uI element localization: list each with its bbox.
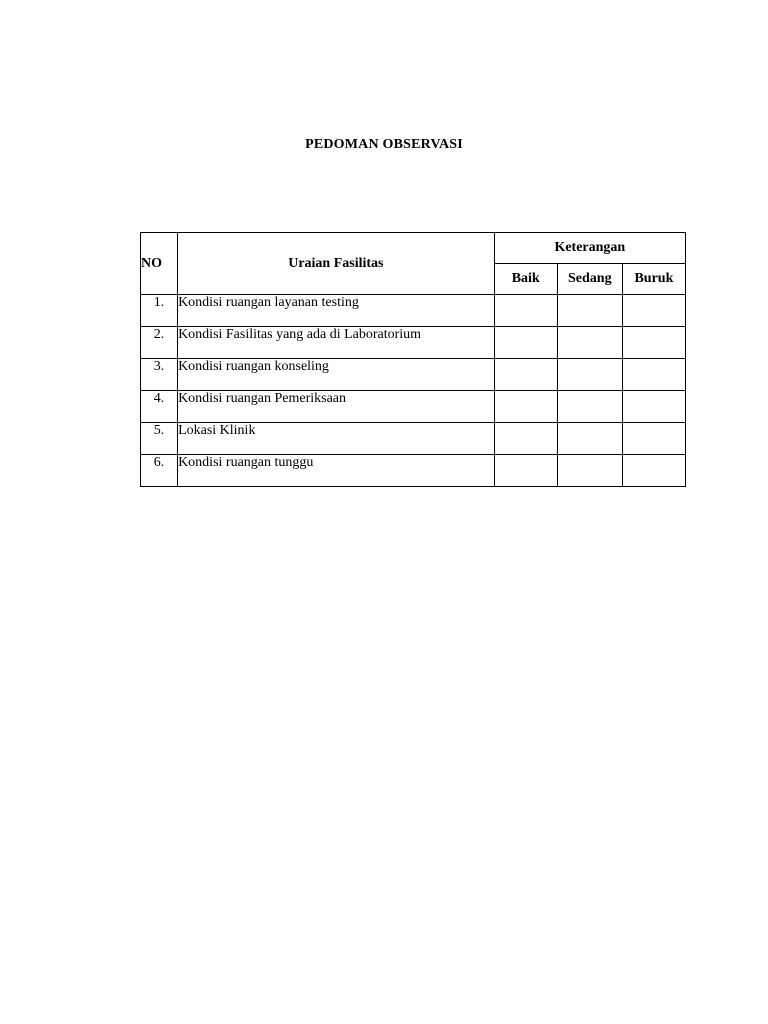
row-number: 3. xyxy=(141,359,178,391)
column-header-good: Baik xyxy=(494,264,557,295)
column-header-description: Uraian Fasilitas xyxy=(178,233,495,295)
cell-bad[interactable] xyxy=(622,391,685,423)
column-header-bad: Buruk xyxy=(622,264,685,295)
row-number: 5. xyxy=(141,423,178,455)
row-description: Kondisi Fasilitas yang ada di Laboratorium xyxy=(178,327,495,359)
table-row xyxy=(141,455,686,487)
cell-good[interactable] xyxy=(494,423,557,455)
table-row xyxy=(141,327,686,359)
cell-good[interactable] xyxy=(494,295,557,327)
row-description: Kondisi ruangan konseling xyxy=(178,359,495,391)
row-description: Kondisi ruangan Pemeriksaan xyxy=(178,391,495,423)
cell-medium[interactable] xyxy=(557,423,622,455)
cell-bad[interactable] xyxy=(622,455,685,487)
cell-medium[interactable] xyxy=(557,295,622,327)
cell-bad[interactable] xyxy=(622,295,685,327)
cell-good[interactable] xyxy=(494,391,557,423)
cell-bad[interactable] xyxy=(622,327,685,359)
table-row xyxy=(141,423,686,455)
row-number: 6. xyxy=(141,455,178,487)
cell-good[interactable] xyxy=(494,359,557,391)
column-header-medium: Sedang xyxy=(557,264,622,295)
cell-bad[interactable] xyxy=(622,423,685,455)
cell-medium[interactable] xyxy=(557,455,622,487)
observation-table xyxy=(140,232,686,487)
cell-bad[interactable] xyxy=(622,359,685,391)
row-number: 2. xyxy=(141,327,178,359)
row-description: Kondisi ruangan tunggu xyxy=(178,455,495,487)
cell-good[interactable] xyxy=(494,327,557,359)
cell-good[interactable] xyxy=(494,455,557,487)
cell-medium[interactable] xyxy=(557,327,622,359)
document-title: PEDOMAN OBSERVASI xyxy=(305,137,463,152)
header-row xyxy=(141,233,686,264)
cell-medium[interactable] xyxy=(557,391,622,423)
row-number: 1. xyxy=(141,295,178,327)
table-row xyxy=(141,359,686,391)
table-row xyxy=(141,295,686,327)
column-header-remarks: Keterangan xyxy=(494,233,685,264)
cell-medium[interactable] xyxy=(557,359,622,391)
row-description: Kondisi ruangan layanan testing xyxy=(178,295,495,327)
table-row xyxy=(141,391,686,423)
column-header-no: NO xyxy=(141,233,178,295)
row-description: Lokasi Klinik xyxy=(178,423,495,455)
row-number: 4. xyxy=(141,391,178,423)
